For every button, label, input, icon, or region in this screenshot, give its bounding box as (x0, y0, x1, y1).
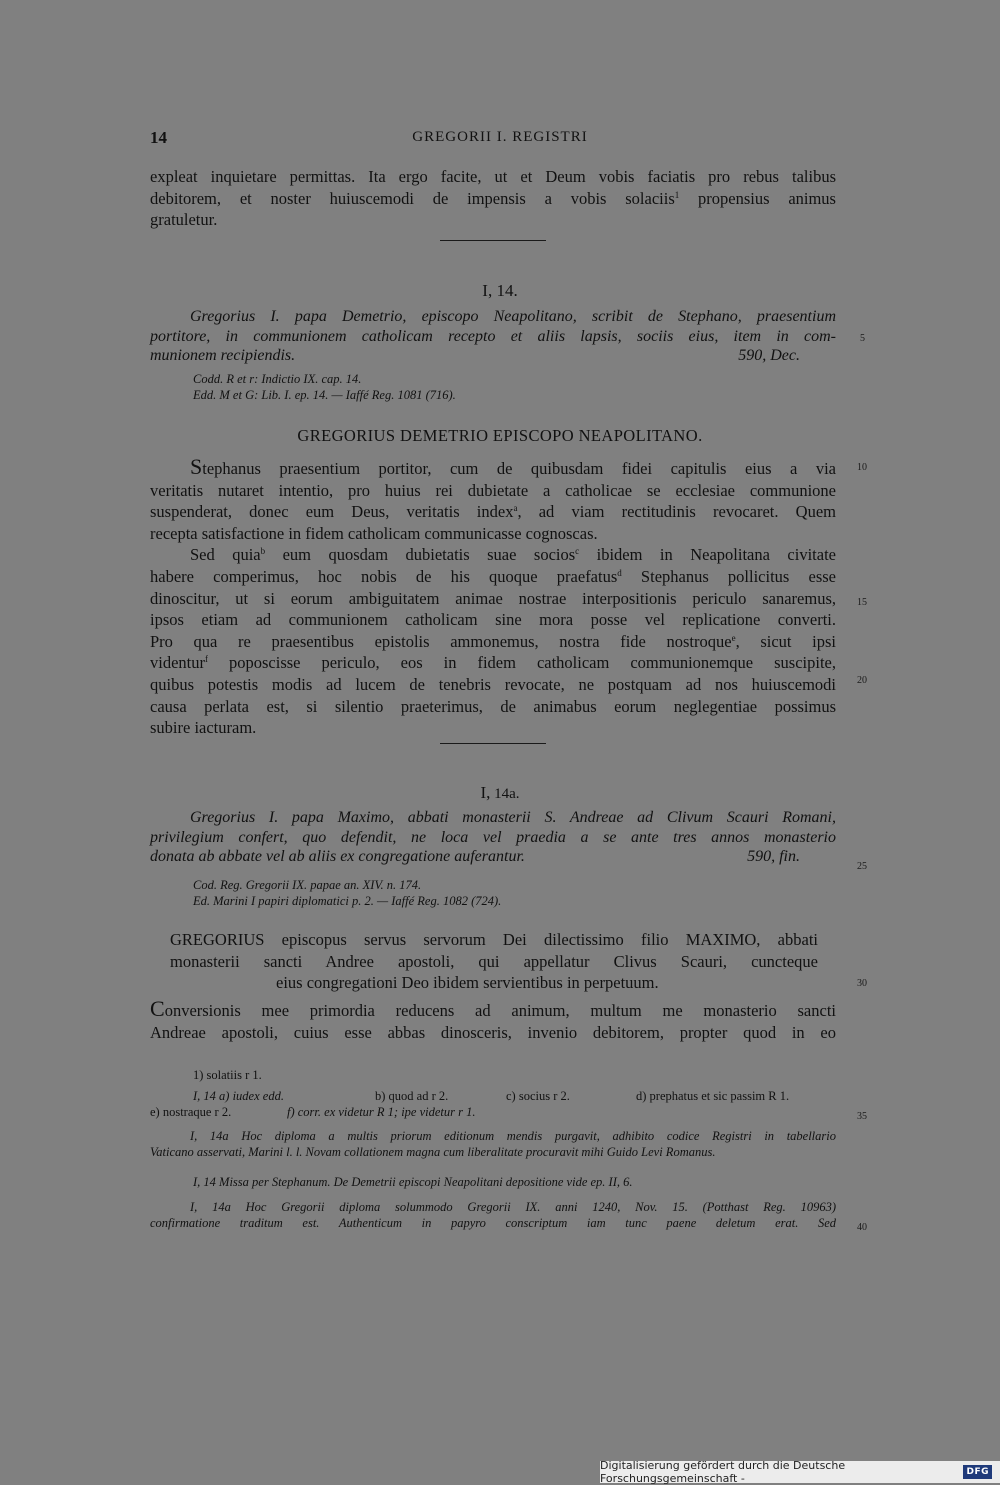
codd-line: Codd. R et r: Indictio IX. cap. 14. (193, 372, 362, 386)
text-line: subire iacturam. (150, 718, 257, 738)
line-number: 25 (857, 861, 867, 872)
text-line: habere comperimus, hoc nobis de his quoque praefatus$^d$ Stephanus pollicitus esse (150, 566, 836, 586)
text-line: suspenderat, donec eum Deus, veritatis index$^a$, ad viam rectitudinis revocaret. Quem (150, 502, 836, 522)
regest-line: Gregorius I. papa Demetrio, episcopo Neapolitano, scribit de Stephano, praesentium (190, 308, 836, 325)
footnote-block-14 (150, 1088, 836, 1120)
footer-text: Digitalisierung gefördert durch die Deutsche Forschungsgemeinschaft - (600, 1459, 846, 1485)
text-line: Stephanus praesentium portitor, cum de quibusdam fidei capitulis eius a via (190, 454, 836, 479)
text-line: veritatis nutaret intentio, pro huius rei dubietate a catholicae se ecclesiae communione (150, 480, 836, 500)
regest-date: 590, fin. (747, 848, 800, 866)
text-line: Pro qua re praesentibus epistolis ammonemus, nostra fide nostroque$^e$, sicut ipsi (150, 631, 836, 651)
note-14a (150, 1199, 836, 1231)
address-line: monasterii sancti Andree apostoli, qui appellatur Clivus Scauri, cuncteque (170, 951, 818, 971)
text-line: recepta satisfactione in fidem catholicam communicasse cognoscas. (150, 523, 598, 543)
separator-rule (440, 240, 546, 241)
address-14a (170, 929, 818, 994)
cod-line: Cod. Reg. Gregorii IX. papae an. XIV. n. 174. (193, 878, 422, 892)
footnote-line: I, 14 a) iudex edd. b) quod ad r 2. c) socius r 2. d) prephatus et sic passim R 1. (193, 1089, 790, 1103)
codd-14 (193, 372, 456, 403)
page-number: 14 (150, 128, 167, 147)
edd-line: Edd. M et G: Lib. I. ep. 14. — Iaffé Reg. 1081 (716). (193, 387, 456, 402)
text-line: Conversionis mee primordia reducens ad animum, multum me monasterio sancti (150, 996, 836, 1021)
address-line: eius congregationi Deo ibidem servientibus in perpetuum. (276, 973, 659, 993)
footnote-1: 1) solatiis r 1. (193, 1068, 262, 1082)
footnote-line: I, 14a Hoc Gregorii diploma solummodo Gregorii IX. anni 1240, Nov. 15. (Potthast Reg. 10963) (190, 1200, 836, 1214)
letter-14-text (150, 456, 836, 739)
footnote-line: Vaticano asservati, Marini l. l. Novam collationem magna cum liberalitate procuravit mihi Guido Levi Romanus. (150, 1145, 716, 1159)
regest-14 (150, 307, 836, 366)
text-line: videntur$^f$ poposcisse periculo, eos in fidem catholicam communionemque suscipite, (150, 653, 836, 673)
intro-line: gratuletur. (150, 210, 218, 230)
line-number: 20 (857, 675, 867, 686)
regest-line: portitore, in communionem catholicam recepto et aliis lapsis, sociis eius, item in com- (150, 327, 836, 345)
line-number: 30 (857, 978, 867, 989)
letter-number: I, 14a. (480, 783, 520, 802)
regest-line: donata ab abbate vel ab aliis ex congregatione auferantur. 590, fin. (150, 848, 800, 866)
note-14: I, 14 Missa per Stephanum. De Demetrii episcopi Neapolitani depositione vide ep. II, 6. (193, 1175, 633, 1189)
text-line: Sed quia$^b$ eum quosdam dubietatis suae socios$^c$ ibidem in Neapolitana civitate (190, 545, 836, 565)
footnote-line: e) nostraque r 2. f) corr. ex videtur R 1; ipe videtur r 1. (150, 1105, 476, 1119)
line-number: 15 (857, 597, 867, 608)
line-number: 35 (857, 1111, 867, 1122)
letter-title: GREGORIUS DEMETRIO EPISCOPO NEAPOLITANO. (297, 426, 703, 445)
text-line: ipsos etiam ad communionem catholicam sine mora posse vel replicatione converti. (150, 610, 836, 630)
address-line: GREGORIUS episcopus servus servorum Dei dilectissimo filio MAXIMO, abbati (170, 930, 818, 949)
regest-14a (150, 808, 836, 867)
text-line: quibus potestis modis ad lucem de tenebris revocate, ne postquam ad nos huiuscemodi (150, 674, 836, 694)
text-line: causa perlata est, si silentio praeterimus, de animabus eorum neglegentiae possimus (150, 696, 836, 716)
cod-14a (193, 878, 501, 909)
dfg-logo: DFG (963, 1465, 992, 1479)
intro-line: expleat inquietare permittas. Ita ergo facite, ut et Deum vobis faciatis pro rebus talibus (150, 167, 836, 186)
intro-paragraph (150, 166, 836, 231)
regest-line: privilegium confert, quo defendit, ne loca vel praedia a se ante tres annos monasterio (150, 828, 836, 846)
footnote-diploma (150, 1128, 836, 1160)
footnote-line: I, 14a Hoc diploma a multis priorum editionum mendis purgavit, adhibito codice Registri in tabellario (190, 1129, 836, 1143)
line-number: 5 (860, 333, 865, 344)
separator-rule (440, 743, 546, 744)
text-line: Andreae apostoli, cuius esse abbas dinosceris, invenio debitorem, propter quod in eo (150, 1022, 836, 1042)
intro-line: debitorem, et noster huiuscemodi de impensis a vobis solaciis$^1$ propensius animus (150, 188, 836, 208)
letter-number: I, 14. (482, 281, 518, 300)
regest-date: 590, Dec. (738, 347, 800, 365)
text-line: dinoscitur, ut si eorum ambiguitatem animae nostrae interpositionis periculo sanaremus, (150, 588, 836, 608)
regest-line: munionem recipiendis. 590, Dec. (150, 347, 800, 365)
line-number: 40 (857, 1222, 867, 1233)
ed-line: Ed. Marini I papiri diplomatici p. 2. — Iaffé Reg. 1082 (724). (193, 893, 502, 908)
letter-14a-text (150, 998, 836, 1043)
line-number: 10 (857, 462, 867, 473)
running-title: GREGORII I. REGISTRI (412, 129, 588, 145)
footnote-line: confirmatione traditum est. Authenticum in papyro conscriptum iam tunc paene deletum erat. Sed (150, 1216, 836, 1230)
regest-line: Gregorius I. papa Maximo, abbati monasterii S. Andreae ad Clivum Scauri Romani, (190, 809, 836, 826)
digitization-footer (600, 1461, 1000, 1483)
